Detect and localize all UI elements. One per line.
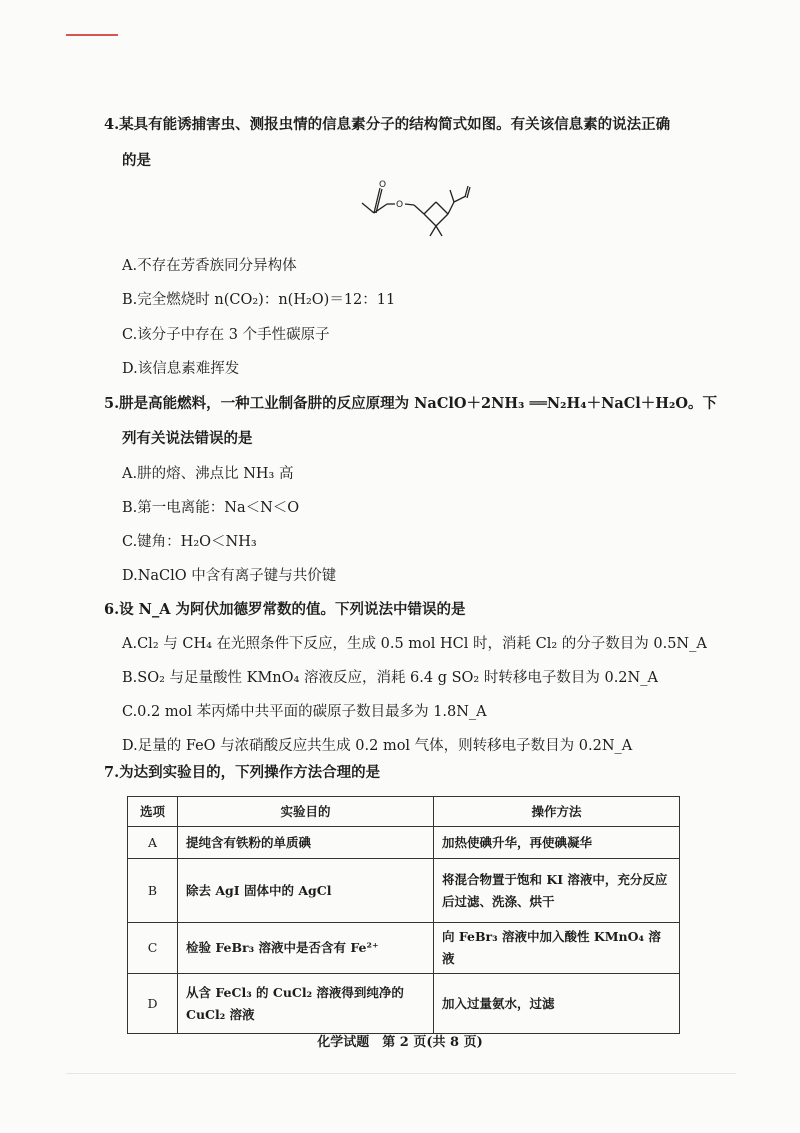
table-cell-method: 加入过量氨水，过滤 [434,974,680,1034]
q4-option-b: B.完全燃烧时 n(CO₂)：n(H₂O)＝12：11 [122,292,396,308]
q4-stem-line1: 4.某具有能诱捕害虫、测报虫情的信息素分子的结构简式如图。有关该信息素的说法正确 [104,116,671,133]
svg-text:O: O [396,200,404,210]
q5-option-a: A.肼的熔、沸点比 NH₃ 高 [122,466,294,482]
table-cell-method: 向 FeBr₃ 溶液中加入酸性 KMnO₄ 溶液 [434,923,680,974]
molecule-structure-diagram [360,178,490,250]
page-footer: 化学试题 第 2 页(共 8 页) [317,1035,483,1050]
table-cell-option: D [128,974,178,1034]
q6-option-b: B.SO₂ 与足量酸性 KMnO₄ 溶液反应，消耗 6.4 g SO₂ 时转移电子数目为 0.2N_A [122,670,658,686]
q6-option-d: D.足量的 FeO 与浓硝酸反应共生成 0.2 mol 气体，则转移电子数目为 0.2N_A [122,738,633,754]
svg-text:O: O [379,180,387,190]
q5-stem-line1: 5.肼是高能燃料，一种工业制备肼的反应原理为 NaClO＋2NH₃ ══N₂H₄＋NaCl＋H₂O。下 [104,395,717,412]
q5-stem-line2: 列有关说法错误的是 [122,430,253,447]
table-cell-method: 将混合物置于饱和 KI 溶液中，充分反应后过滤、洗涤、烘干 [434,859,680,923]
table-row [128,827,680,859]
q5-option-d: D.NaClO 中含有离子键与共价键 [122,568,337,584]
table-cell-option: A [128,827,178,859]
q7-stem: 7.为达到实验目的，下列操作方法合理的是 [104,764,381,781]
q6-option-c: C.0.2 mol 苯丙烯中共平面的碳原子数目最多为 1.8N_A [122,704,487,720]
red-mark [66,34,118,36]
table-header-method: 操作方法 [434,797,680,827]
table-cell-option: C [128,923,178,974]
q5-option-b: B.第一电离能：Na＜N＜O [122,500,300,516]
table-cell-purpose: 检验 FeBr₃ 溶液中是否含有 Fe²⁺ [178,923,434,974]
table-row [128,923,680,974]
table-cell-purpose: 提纯含有铁粉的单质碘 [178,827,434,859]
table-cell-purpose: 从含 FeCl₃ 的 CuCl₂ 溶液得到纯净的 CuCl₂ 溶液 [178,974,434,1034]
q5-option-c: C.键角：H₂O＜NH₃ [122,534,257,550]
q4-option-d: D.该信息素难挥发 [122,361,240,377]
table-header-row [128,797,680,827]
q4-stem-line2: 的是 [122,152,151,169]
table-cell-option: B [128,859,178,923]
table-cell-purpose: 除去 AgI 固体中的 AgCl [178,859,434,923]
experiment-table [127,796,680,1034]
table-row [128,974,680,1034]
table-row [128,859,680,923]
table-header-purpose: 实验目的 [178,797,434,827]
q4-option-c: C.该分子中存在 3 个手性碳原子 [122,327,330,343]
q4-option-a: A.不存在芳香族同分异构体 [122,258,297,274]
table-cell-method: 加热使碘升华，再使碘凝华 [434,827,680,859]
q6-option-a: A.Cl₂ 与 CH₄ 在光照条件下反应，生成 0.5 mol HCl 时，消耗 Cl₂ 的分子数目为 0.5N_A [122,636,707,652]
divider [66,1073,736,1074]
q6-stem: 6.设 N_A 为阿伏加德罗常数的值。下列说法中错误的是 [104,601,466,618]
table-header-option: 选项 [128,797,178,827]
